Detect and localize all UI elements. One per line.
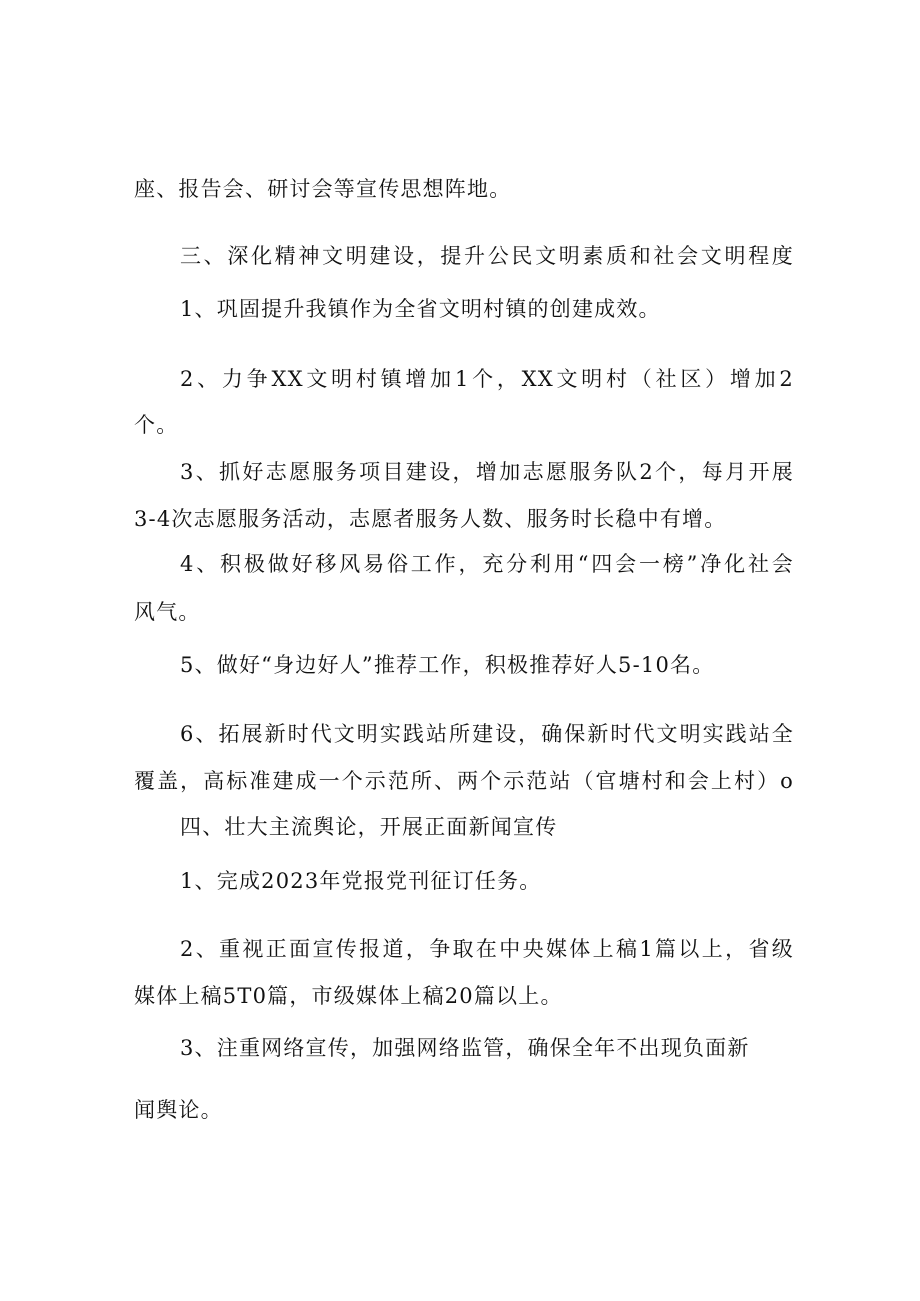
paragraph-line: 3-4次志愿服务活动，志愿者服务人数、服务时长稳中有增。 [134, 507, 727, 531]
paragraph-line: 媒体上稿5T0篇，市级媒体上稿20篇以上。 [134, 984, 563, 1008]
paragraph-line: 闻舆论。 [134, 1098, 223, 1122]
paragraph-line: 风气。 [134, 600, 201, 624]
paragraph-line: 3、抓好志愿服务项目建设，增加志愿服务队2个，每月开展 [180, 460, 794, 484]
paragraph-line: 1、完成2023年党报党刊征订任务。 [180, 869, 542, 893]
paragraph-line: 2、力争XX文明村镇增加1个，XX文明村（社区）增加2 [180, 367, 794, 391]
section-heading-4: 四、壮大主流舆论，开展正面新闻宣传 [180, 815, 558, 839]
paragraph-line: 4、积极做好移风易俗工作，充分利用“四会一榜”净化社会 [180, 552, 794, 576]
paragraph-line: 5、做好“身边好人”推荐工作，积极推荐好人5-10名。 [180, 653, 715, 677]
paragraph-line: 座、报告会、研讨会等宣传思想阵地。 [134, 177, 512, 201]
paragraph-line: 6、拓展新时代文明实践站所建设，确保新时代文明实践站全 [180, 722, 794, 746]
paragraph-line: 2、重视正面宣传报道，争取在中央媒体上稿1篇以上，省级 [180, 937, 794, 961]
paragraph-line: 个。 [134, 413, 179, 437]
paragraph-line: 1、巩固提升我镇作为全省文明村镇的创建成效。 [180, 297, 661, 321]
section-heading-3: 三、深化精神文明建设，提升公民文明素质和社会文明程度 [180, 244, 794, 268]
paragraph-line: 覆盖，高标准建成一个示范所、两个示范站（官塘村和会上村）o [134, 769, 794, 793]
paragraph-line: 3、注重网络宣传，加强网络监管，确保全年不出现负面新 [180, 1036, 750, 1060]
